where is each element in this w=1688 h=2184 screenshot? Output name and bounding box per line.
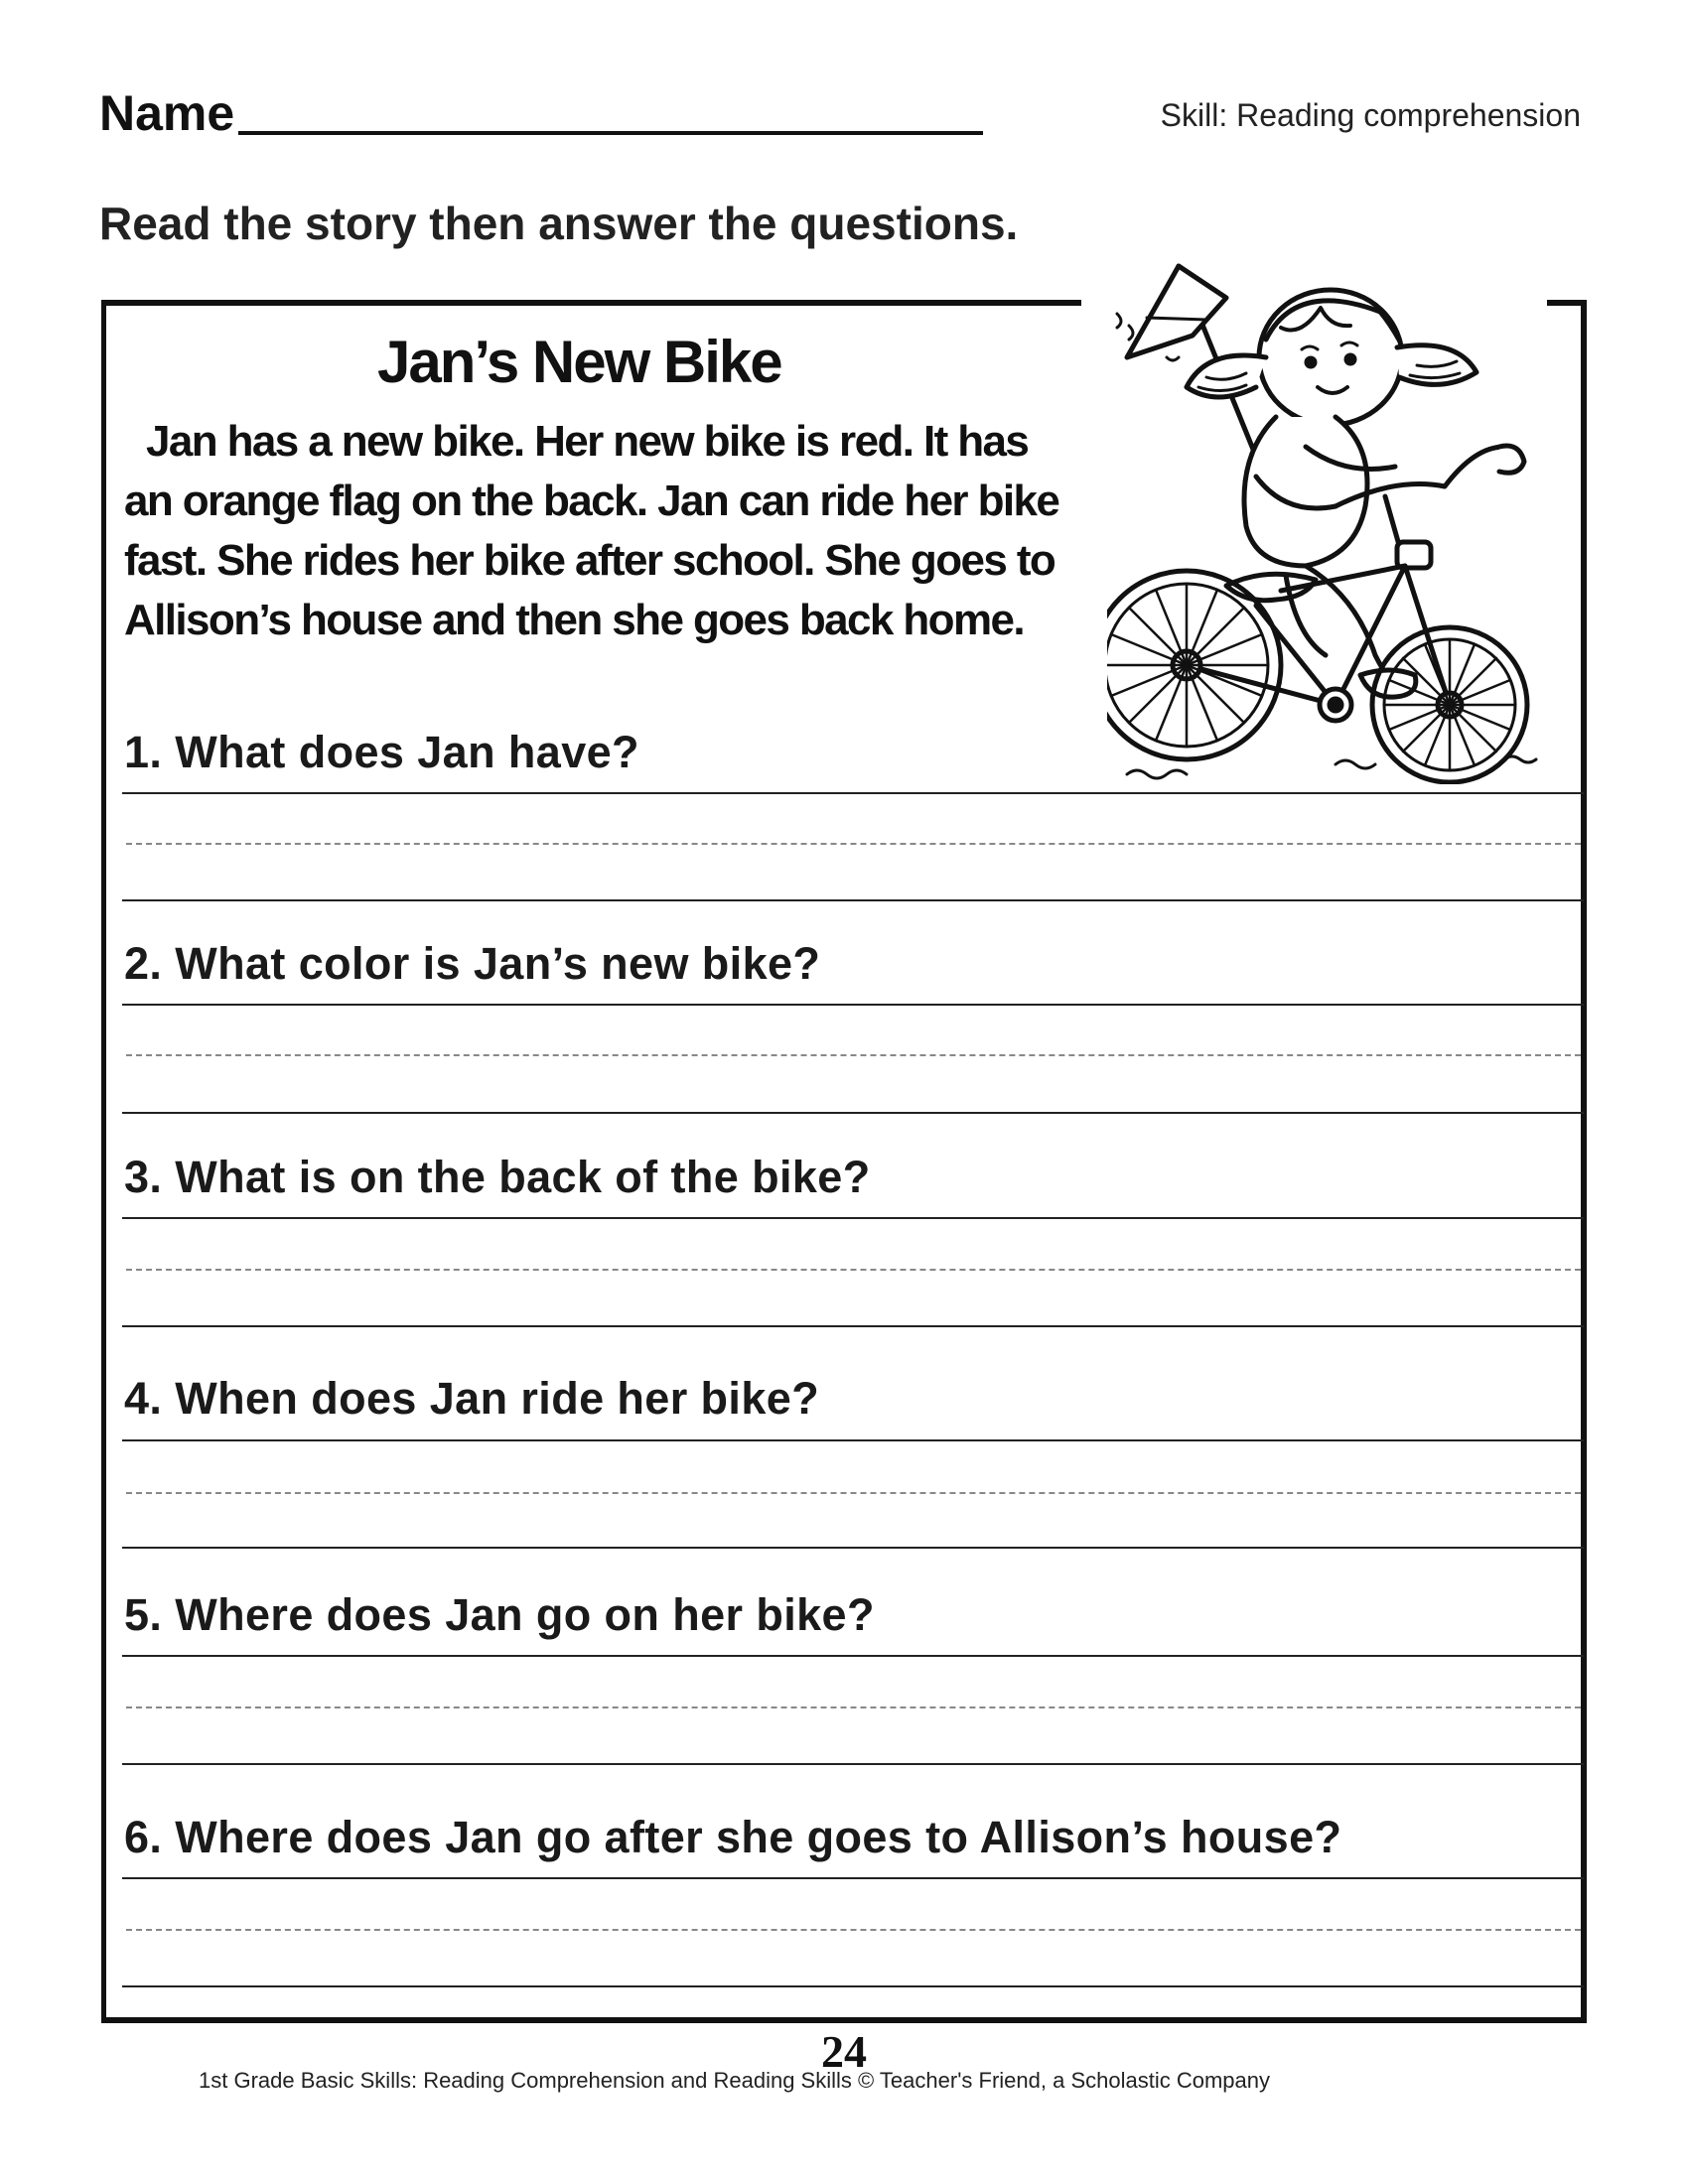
question-5: 5. Where does Jan go on her bike? [124,1589,875,1640]
answer-line-midline [126,843,1581,845]
answer-line-midline [126,1929,1581,1931]
answer-line-midline [126,1054,1581,1056]
answer-line-midline [126,1269,1581,1271]
answer-line-bottom[interactable] [122,1547,1584,1549]
question-1: 1. What does Jan have? [124,727,639,777]
instructions: Read the story then answer the questions. [99,198,1019,249]
answer-line-midline [126,1706,1581,1708]
story-text: Jan has a new bike. Her new bike is red. It has an orange flag on the back. Jan can ride her bike fast. She rides her bike after school. She goes to Allison’s house and then she goes back home. [124,417,1059,644]
question-6: 6. Where does Jan go after she goes to Allison’s house? [124,1812,1342,1862]
answer-line-top [122,1877,1584,1879]
story-title: Jan’s New Bike [377,329,781,395]
name-blank-line[interactable] [238,131,983,135]
answer-line-top [122,1217,1584,1219]
answer-line-top [122,1004,1584,1006]
answer-line-bottom[interactable] [122,1763,1584,1765]
answer-line-midline [126,1492,1581,1494]
answer-line-bottom[interactable] [122,1325,1584,1327]
box-border-left [101,300,106,2022]
answer-line-top [122,1439,1584,1441]
answer-line-bottom[interactable] [122,1985,1584,1987]
question-2: 2. What color is Jan’s new bike? [124,938,821,989]
answer-line-top [122,1655,1584,1657]
question-3: 3. What is on the back of the bike? [124,1152,871,1202]
question-4: 4. When does Jan ride her bike? [124,1373,820,1424]
skill-label: Skill: Reading comprehension [1160,97,1581,133]
answer-line-bottom[interactable] [122,1112,1584,1114]
name-label: Name [99,85,235,141]
box-border-top [101,300,1081,306]
answer-line-bottom[interactable] [122,899,1584,901]
girl-riding-bike-icon [1107,248,1544,784]
name-field [99,84,983,142]
page-number: 24 [821,2026,867,2077]
footer-credit: 1st Grade Basic Skills: Reading Comprehension and Reading Skills © Teacher's Friend, a Scholastic Company [199,2068,1270,2093]
answer-line-top [122,792,1584,794]
box-border-bottom [101,2017,1587,2023]
